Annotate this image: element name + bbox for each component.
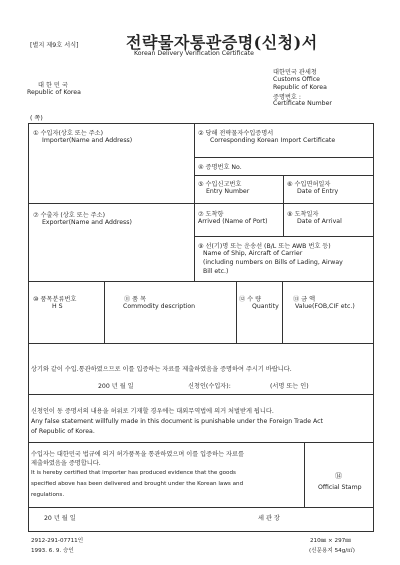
applicant-label: 신청인(수입자): (188, 383, 231, 390)
divider-ship (194, 236, 374, 237)
office-line-5: Certificate Number (273, 100, 332, 107)
stamp-number: ⑭ (335, 472, 342, 480)
warning-en-1: Any false statement willfully made in this document is punishable under the Foreign Trade Act (31, 418, 323, 425)
request-date: 200 년 월 일 (98, 383, 134, 390)
office-line-2: Customs Office (273, 76, 320, 83)
divider-certno (194, 175, 374, 176)
qty-label: ⑫ 수 량 (239, 296, 262, 303)
footer-paper: (신문용지 54g/㎡) (309, 548, 355, 554)
request-text: 상기와 같이 수입.통관하였으므로 이를 입증하는 자료를 제출하였음을 증명하여 주시기 바랍니다. (31, 366, 292, 373)
goods-col-1 (104, 281, 105, 343)
qty-label-en: Quantity (252, 303, 279, 310)
divider-goods (28, 281, 374, 282)
exporter-label: ⑦ 수출자 (상호 또는 주소) (33, 212, 106, 219)
importer-label-en: Importer(Name and Address) (42, 137, 133, 144)
warning-en-2: of Republic of Korea. (31, 428, 95, 435)
form-number: [별지 제9호 서식] (30, 42, 79, 49)
ship-label-en-1: Name of Ship, Aircraft of Carrier (203, 250, 303, 257)
exporter-label-en: Exporter(Name and Address) (42, 219, 132, 226)
vertical-divider-top (194, 123, 195, 281)
page-title: 전략물자통관증명(신청)서 (126, 33, 318, 52)
sign-label: (서명 또는 인) (270, 383, 309, 390)
warning-ko: 신청인이 동 증명서의 내용을 허위로 기재할 경우에는 대외무역법에 의거 처벌받게 됩니다. (31, 408, 274, 415)
page-side-label: ( 쪽) (30, 115, 43, 122)
divider-cert (194, 157, 374, 158)
desc-label: ⑪ 품 목 (124, 296, 147, 303)
stamp-col (304, 442, 305, 507)
goods-col-3 (282, 281, 283, 343)
arrived-label-en: Arrived (Name of Port) (198, 218, 268, 225)
hs-label-en: H S (52, 303, 63, 310)
cert-no-label: ④ 증명번호 No. (198, 164, 242, 171)
arrival-date-label: ⑧ 도착일자 (287, 211, 319, 218)
certify-ko-2: 제출하였음을 증명합니다. (31, 460, 101, 467)
footer-code: 2912-291-07711인 (31, 538, 84, 544)
import-cert-label: ② 당해 전략물자수입증명서 (198, 130, 274, 137)
footer-size: 210㎜ × 297㎜ (310, 538, 351, 544)
certify-en-2: specified above has been delivered and brought under the Korean laws and (31, 481, 244, 487)
divider-entry (283, 175, 284, 203)
ship-label: ⑨ 선(기)명 또는 운송선 (B/L 또는 AWB 번호 등) (198, 243, 331, 250)
footer-approval: 1993. 6. 9. 승인 (31, 548, 74, 554)
office-line-1: 대한민국 관세청 (273, 69, 317, 76)
desc-label-en: Commodity description (123, 303, 196, 310)
divider-chief (28, 507, 374, 508)
office-line-4: 증명번호 : (273, 94, 301, 101)
divider-warning (28, 394, 374, 395)
hs-label: ⑩ 품목분류번호 (33, 296, 77, 303)
divider-request (28, 343, 374, 344)
certify-en-3: regulations. (31, 492, 65, 498)
certify-date: 20 년 월 일 (44, 515, 76, 522)
ship-label-en-2: (including numbers on Bills of Lading, Airway (203, 259, 343, 266)
value-label-en: Value(FOB,CIF etc.) (295, 303, 355, 310)
entry-no-label-en: Entry Number (206, 188, 250, 195)
certify-en-1: It is hereby certified that importer has produced evidence that the goods (31, 470, 236, 476)
divider-arrival (283, 203, 284, 236)
customs-chief-label: 세 관 장 (258, 515, 280, 522)
office-line-3: Republic of Korea (273, 84, 327, 91)
divider-certify (28, 442, 374, 443)
entry-date-label-en: Date of Entry (297, 188, 339, 195)
entry-no-label: ⑤ 수입신고번호 (198, 181, 242, 188)
ship-label-en-3: Bill etc.) (203, 268, 229, 275)
arrival-date-label-en: Date of Arrival (297, 218, 342, 225)
country-en: Republic of Korea (27, 89, 81, 96)
value-label: ⑬ 금 액 (293, 296, 316, 303)
importer-label: ① 수입자(상호 또는 주소) (33, 130, 104, 137)
divider-exporter (28, 203, 374, 204)
arrived-label: ⑦ 도착항 (198, 211, 224, 218)
official-stamp-label: Official Stamp (318, 484, 362, 491)
certify-ko-1: 수입자는 대한민국 법규에 의거 허가품목을 통관하였으며 이를 입증하는 자료를 (31, 451, 244, 458)
goods-col-2 (236, 281, 237, 343)
page-subtitle: Korean Delivery Verification Certificate (134, 50, 254, 57)
country-ko: 대 한 민 국 (38, 82, 68, 89)
import-cert-label-en: Corresponding Korean Import Certificate (210, 137, 336, 144)
entry-date-label: ⑥ 수입면허일자 (287, 181, 331, 188)
